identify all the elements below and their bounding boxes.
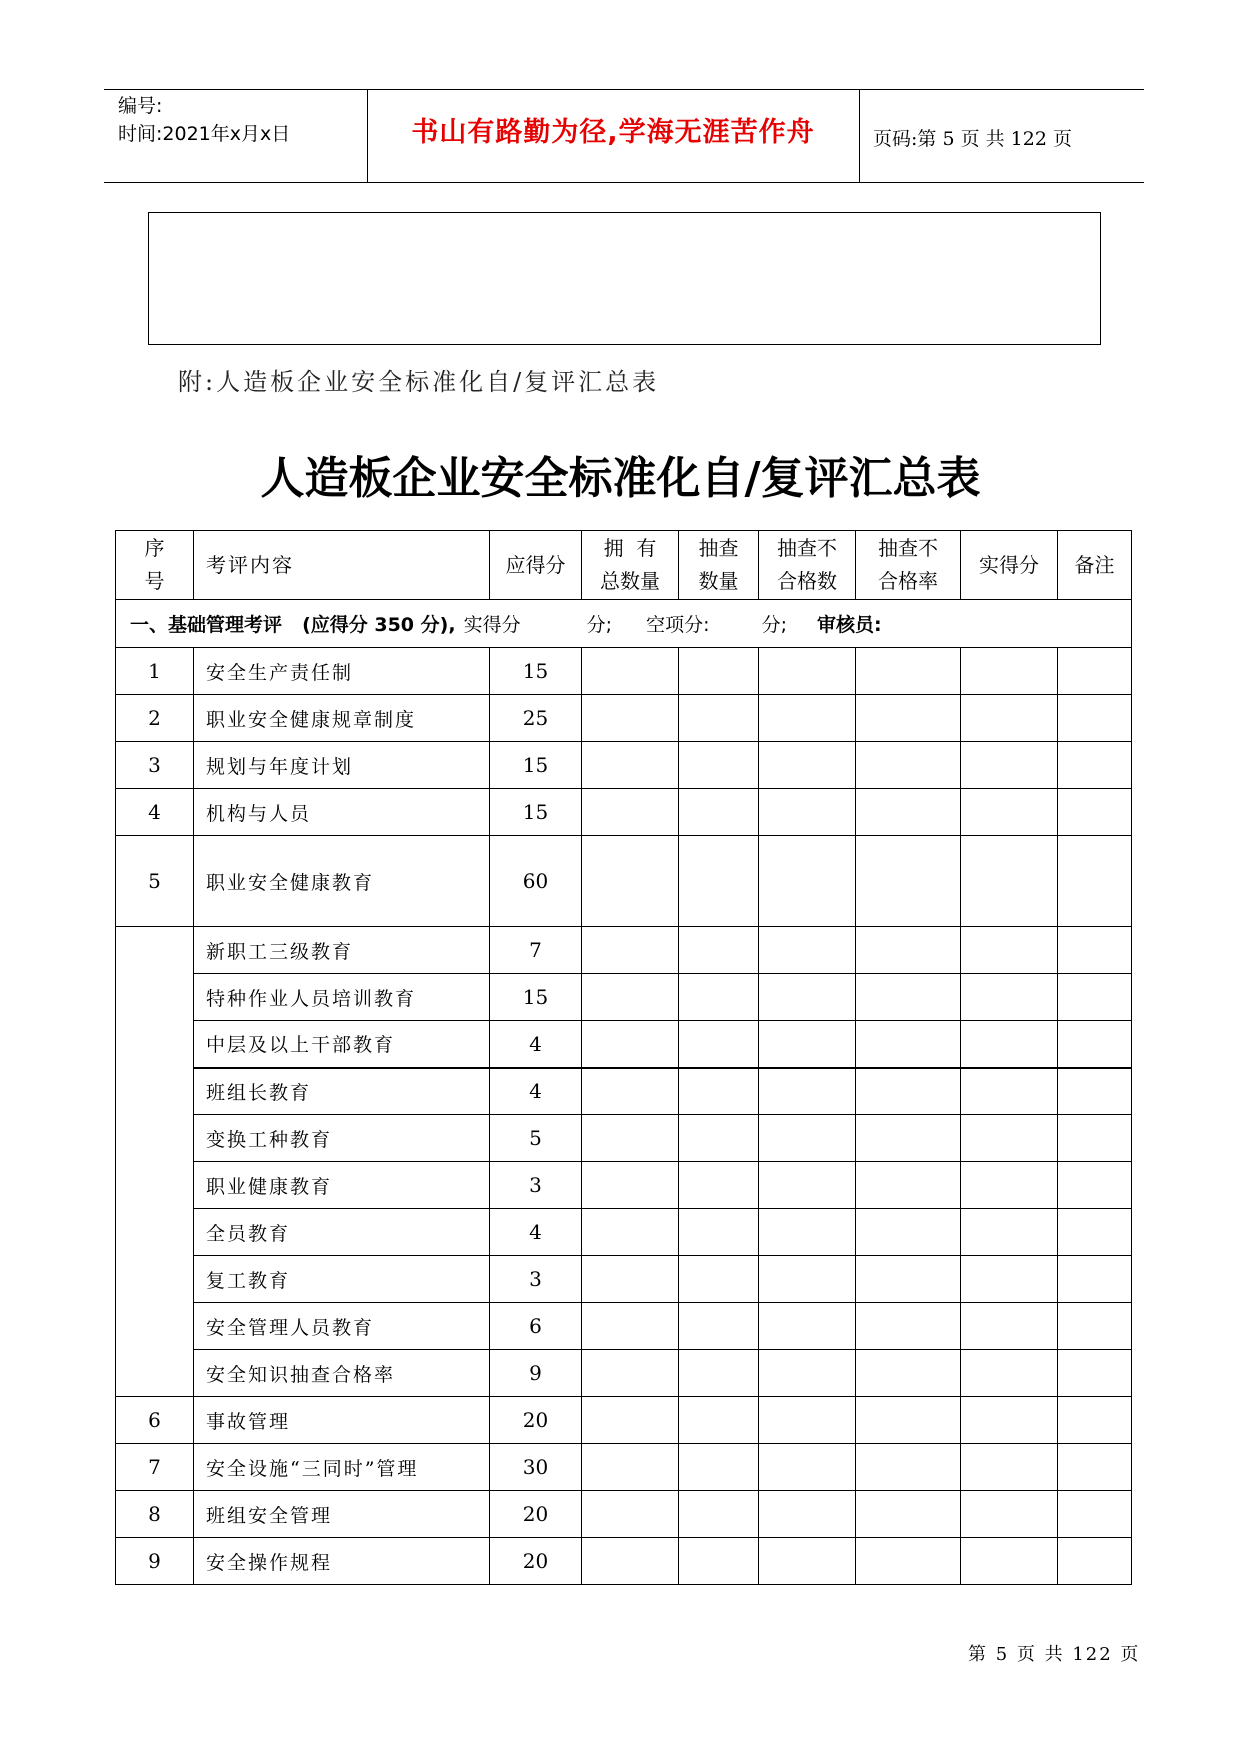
row-content: 复工教育 <box>194 1256 490 1303</box>
row-score: 5 <box>490 1115 582 1162</box>
sub-row <box>116 974 1132 1021</box>
blank-box <box>148 212 1101 345</box>
sub-row <box>116 1256 1132 1303</box>
row-content: 中层及以上干部教育 <box>194 1021 490 1068</box>
row-seq: 4 <box>116 789 194 836</box>
time-label: 时间:2021年x月x日 <box>118 123 291 145</box>
row-seq: 8 <box>116 1491 194 1538</box>
header-seq: 序 号 <box>116 531 194 600</box>
row-seq: 2 <box>116 695 194 742</box>
sub-row <box>116 1162 1132 1209</box>
header-remark: 备注 <box>1058 531 1132 600</box>
header-score: 应得分 <box>490 531 582 600</box>
row-score: 15 <box>490 648 582 695</box>
sub-row <box>116 1303 1132 1350</box>
header-own-total: 拥 有 总数量 <box>582 531 679 600</box>
row-content: 职业安全健康教育 <box>194 836 490 927</box>
sub-row <box>116 1209 1132 1256</box>
header-top-rule <box>104 89 1144 90</box>
sub-row-seq-blank <box>116 927 194 1397</box>
row-score: 20 <box>490 1538 582 1585</box>
number-label: 编号: <box>118 95 163 117</box>
row-content: 新职工三级教育 <box>194 927 490 974</box>
row-score: 7 <box>490 927 582 974</box>
header-bottom-rule <box>104 182 1144 183</box>
section-row <box>116 600 1132 648</box>
row-content: 职业安全健康规章制度 <box>194 695 490 742</box>
row-content: 班组长教育 <box>194 1068 490 1115</box>
table-row <box>116 1397 1132 1444</box>
row-content: 规划与年度计划 <box>194 742 490 789</box>
sub-row <box>116 1115 1132 1162</box>
page-code: 页码:第 5 页 共 122 页 <box>873 128 1072 150</box>
table-header-row <box>116 531 1132 600</box>
header-motto: 书山有路勤为径,学海无涯苦作舟 <box>411 117 815 148</box>
row-content: 全员教育 <box>194 1209 490 1256</box>
row-content: 特种作业人员培训教育 <box>194 974 490 1021</box>
row-score: 15 <box>490 742 582 789</box>
row-content: 安全设施“三同时”管理 <box>194 1444 490 1491</box>
page-footer: 第 5 页 共 122 页 <box>968 1644 1141 1665</box>
row-content: 班组安全管理 <box>194 1491 490 1538</box>
row-score: 3 <box>490 1256 582 1303</box>
row-score: 9 <box>490 1350 582 1397</box>
row-score: 25 <box>490 695 582 742</box>
row-score: 3 <box>490 1162 582 1209</box>
header-check-count: 抽查 数量 <box>679 531 759 600</box>
row-seq: 3 <box>116 742 194 789</box>
row-content: 变换工种教育 <box>194 1115 490 1162</box>
sub-row <box>116 1350 1132 1397</box>
page-title: 人造板企业安全标准化自/复评汇总表 <box>260 453 981 504</box>
table-row <box>116 648 1132 695</box>
appendix-note: 附:人造板企业安全标准化自/复评汇总表 <box>178 368 660 396</box>
row-score: 30 <box>490 1444 582 1491</box>
table-row <box>116 1444 1132 1491</box>
section-cell: 一、基础管理考评 (应得分 350 分), 实得分 分; 空项分: 分; 审核员: <box>116 600 1132 648</box>
sub-row <box>116 1021 1132 1068</box>
sub-row <box>116 1068 1132 1115</box>
row-content: 安全操作规程 <box>194 1538 490 1585</box>
row-score: 60 <box>490 836 582 927</box>
row-score: 4 <box>490 1209 582 1256</box>
row-content: 职业健康教育 <box>194 1162 490 1209</box>
row-seq: 1 <box>116 648 194 695</box>
summary-table <box>115 530 1132 1585</box>
row-score: 20 <box>490 1491 582 1538</box>
row-seq: 6 <box>116 1397 194 1444</box>
sub-row <box>116 927 1132 974</box>
row-score: 4 <box>490 1021 582 1068</box>
table-row <box>116 1538 1132 1585</box>
row-seq: 9 <box>116 1538 194 1585</box>
row-seq: 5 <box>116 836 194 927</box>
table-row <box>116 789 1132 836</box>
header-info <box>118 92 290 148</box>
row-score: 6 <box>490 1303 582 1350</box>
table-row <box>116 1491 1132 1538</box>
row-score: 15 <box>490 789 582 836</box>
header-fail-count: 抽查不 合格数 <box>759 531 856 600</box>
row-score: 20 <box>490 1397 582 1444</box>
header-content: 考评内容 <box>194 531 490 600</box>
row-score: 4 <box>490 1068 582 1115</box>
row-score: 15 <box>490 974 582 1021</box>
row-content: 安全知识抽查合格率 <box>194 1350 490 1397</box>
row-content: 安全生产责任制 <box>194 648 490 695</box>
table-row <box>116 836 1132 927</box>
table-row <box>116 695 1132 742</box>
header-fail-rate: 抽查不 合格率 <box>856 531 961 600</box>
table-row <box>116 742 1132 789</box>
row-seq: 7 <box>116 1444 194 1491</box>
header-actual: 实得分 <box>961 531 1058 600</box>
row-content: 机构与人员 <box>194 789 490 836</box>
row-content: 安全管理人员教育 <box>194 1303 490 1350</box>
header-divider-right <box>859 89 860 182</box>
row-content: 事故管理 <box>194 1397 490 1444</box>
